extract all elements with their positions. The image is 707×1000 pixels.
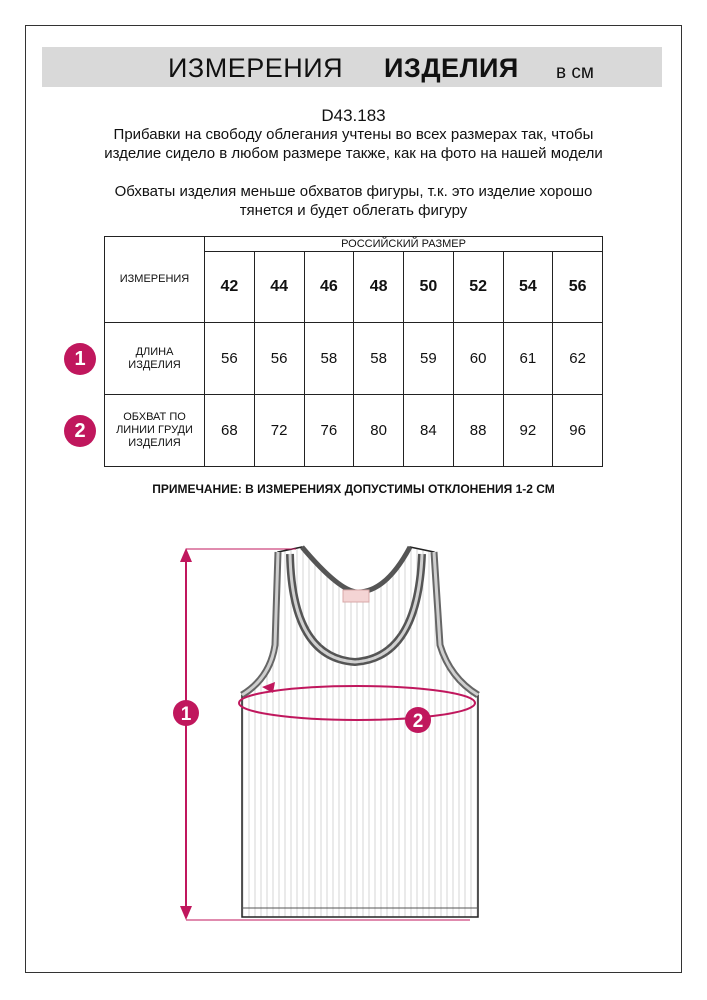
size-header: 46 — [304, 252, 354, 323]
chest-marker-badge: 2 — [64, 415, 96, 447]
table-cell: 72 — [254, 395, 304, 467]
description-allowance: Прибавки на свободу облегания учтены во всех размерах так, чтобы изделие сидело в любом размере также, как на фото на нашей модели — [104, 126, 603, 162]
brand-label — [343, 590, 369, 602]
table-cell: 58 — [354, 323, 404, 395]
size-header: 56 — [553, 252, 603, 323]
title-garment: ИЗДЕЛИЯ — [384, 53, 519, 83]
table-row-length — [105, 323, 603, 395]
size-header: 54 — [503, 252, 553, 323]
length-marker-text: 1 — [180, 704, 192, 725]
chest-marker-text: 2 — [412, 711, 424, 732]
table-cell: 96 — [553, 395, 603, 467]
length-marker-badge: 1 — [64, 343, 96, 375]
description-stretch: Обхваты изделия меньше обхватов фигуры, т.к. это изделие хорошо тянется и будет облегать фигуру — [114, 183, 593, 219]
size-header: 48 — [354, 252, 404, 323]
size-header: 50 — [404, 252, 454, 323]
table-cell: 58 — [304, 323, 354, 395]
table-cell: 92 — [503, 395, 553, 467]
table-cell: 60 — [453, 323, 503, 395]
tank-top-diagram — [0, 530, 707, 930]
table-cell: 62 — [553, 323, 603, 395]
size-header: 52 — [453, 252, 503, 323]
table-cell: 59 — [404, 323, 454, 395]
corner-cell: ИЗМЕРЕНИЯ — [105, 237, 205, 323]
tolerance-note: ПРИМЕЧАНИЕ: В ИЗМЕРЕНИЯХ ДОПУСТИМЫ ОТКЛОНЕНИЯ 1-2 СМ — [152, 482, 555, 496]
table-row-chest — [105, 395, 603, 467]
size-table — [104, 236, 603, 467]
table-cell: 56 — [254, 323, 304, 395]
length-arrow-top — [180, 548, 192, 562]
table-cell: 68 — [205, 395, 255, 467]
table-cell: 88 — [453, 395, 503, 467]
row-label-length: ДЛИНА ИЗДЕЛИЯ — [105, 323, 205, 395]
article-code: D43.183 — [321, 106, 386, 125]
table-cell: 84 — [404, 395, 454, 467]
russian-size-caption: РОССИЙСКИЙ РАЗМЕР — [205, 237, 603, 252]
table-cell: 76 — [304, 395, 354, 467]
size-header: 44 — [254, 252, 304, 323]
title-bar — [42, 47, 662, 87]
table-cell: 80 — [354, 395, 404, 467]
title-unit: в см — [556, 62, 594, 83]
row-label-chest: ОБХВАТ ПО ЛИНИИ ГРУДИ ИЗДЕЛИЯ — [105, 395, 205, 467]
title-measurements: ИЗМЕРЕНИЯ — [168, 53, 344, 83]
table-cell: 61 — [503, 323, 553, 395]
length-arrow-bottom — [180, 906, 192, 920]
size-header: 42 — [205, 252, 255, 323]
table-cell: 56 — [205, 323, 255, 395]
